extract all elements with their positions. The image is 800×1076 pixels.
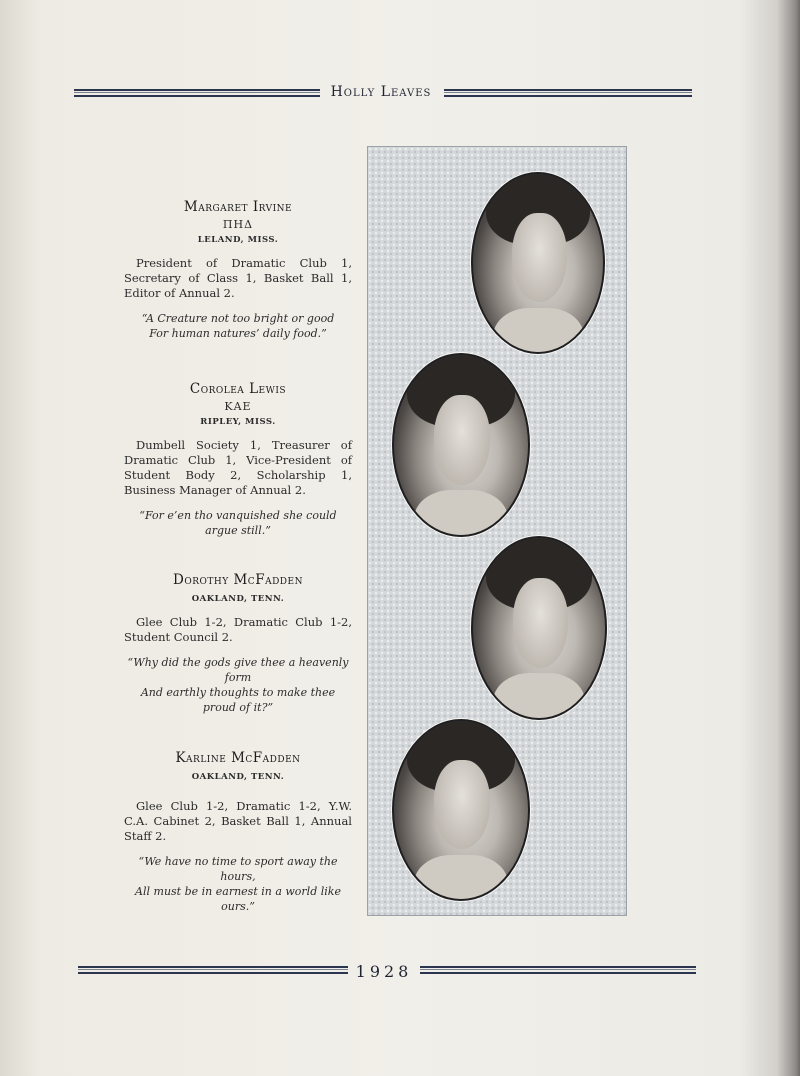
- portrait-photo-dorothy: [471, 536, 607, 720]
- face-shape: [434, 395, 490, 485]
- quote-line: “We have no time to sport away the hours,: [138, 855, 338, 883]
- fraternity-letters: ΚΑΕ: [224, 400, 252, 413]
- student-name: Corolea Lewis: [189, 381, 287, 397]
- header-rule-right: [444, 89, 692, 99]
- student-entry: [124, 573, 352, 715]
- quote: [124, 655, 352, 715]
- activities-text: Glee Club 1-2, Dramatic Club 1-2, Student Council 2.: [124, 615, 352, 644]
- hometown: OAKLAND, TENN.: [191, 772, 285, 782]
- collar-shape: [414, 490, 508, 537]
- quote: [124, 508, 352, 538]
- footer-rule-left: [78, 966, 348, 976]
- quote-line: And earthly thoughts to make thee proud of it?”: [140, 686, 336, 714]
- activities-text: Glee Club 1-2, Dramatic 1-2, Y.W. C.A. Cabinet 2, Basket Ball 1, Annual Staff 2.: [124, 799, 352, 843]
- quote: [124, 854, 352, 914]
- fraternity-letters: ΠΗΔ: [222, 218, 254, 231]
- activities-text: Dumbell Society 1, Treasurer of Dramatic Club 1, Vice-President of Student Body 2, Scholarship 1, Business Manager of Annual 2.: [124, 438, 352, 497]
- collar-shape: [493, 673, 585, 720]
- face-shape: [513, 578, 568, 668]
- activities-text: President of Dramatic Club 1, Secretary of Class 1, Basket Ball 1, Editor of Annual 2.: [124, 256, 352, 300]
- student-entry: [124, 382, 352, 538]
- face-shape: [434, 760, 490, 849]
- face-shape: [512, 213, 567, 302]
- quote-line: “For e’en tho vanquished she could argue still.”: [139, 509, 337, 537]
- portrait-photo-margaret: [471, 172, 605, 354]
- student-name: Karline McFadden: [175, 750, 301, 766]
- quote-line: All must be in earnest in a world like ours.”: [135, 885, 341, 913]
- page-footer-year: 1928: [355, 962, 413, 981]
- header-rule-left: [74, 89, 320, 99]
- student-name: Margaret Irvine: [183, 199, 293, 215]
- photo-panel: [367, 146, 627, 916]
- hometown: LELAND, MISS.: [197, 235, 279, 245]
- student-name: Dorothy McFadden: [173, 572, 303, 588]
- portrait-photo-corolea: [392, 353, 530, 537]
- quote: [124, 311, 352, 341]
- portrait-photo-karline: [392, 719, 530, 901]
- footer-rule-right: [420, 966, 696, 976]
- hometown: OAKLAND, TENN.: [191, 594, 285, 604]
- collar-shape: [414, 855, 508, 902]
- student-entry: [124, 200, 352, 341]
- quote-line: “Why did the gods give thee a heavenly form: [127, 656, 349, 684]
- collar-shape: [493, 308, 584, 355]
- quote-line: For human natures’ daily food.”: [149, 327, 327, 340]
- student-entry: [124, 751, 352, 914]
- quote-line: “A Creature not too bright or good: [141, 312, 335, 325]
- page-header-title: Holly Leaves: [330, 84, 432, 100]
- hometown: RIPLEY, MISS.: [200, 417, 276, 427]
- book-spine-edge: [778, 0, 800, 1076]
